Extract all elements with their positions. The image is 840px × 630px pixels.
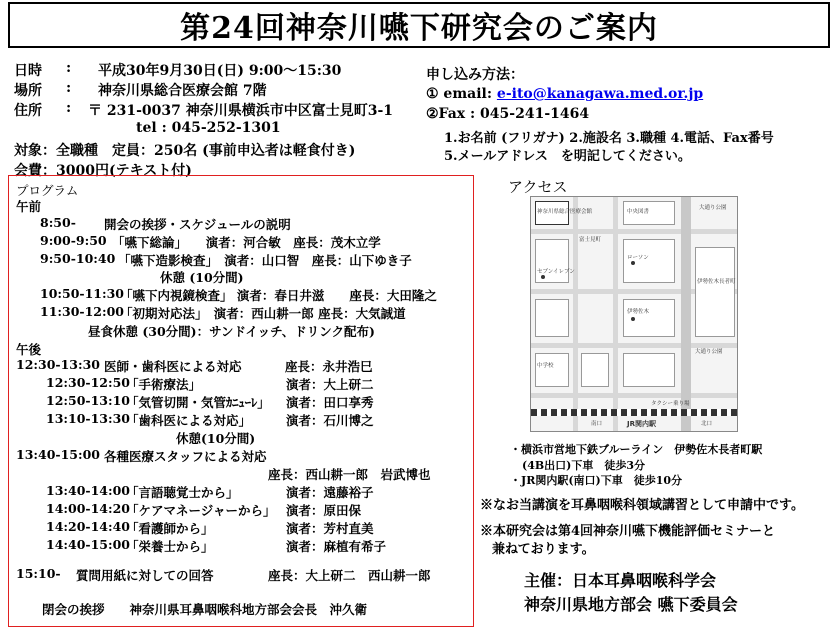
map-dot <box>541 275 545 279</box>
apply-fax: ②Fax : 045-241-1464 <box>426 106 590 122</box>
am-text-2: 「嚥下造影検査」 演者：山口智 座長：山下ゆき子 <box>118 253 412 268</box>
map-label-seven: セブンイレブン <box>537 269 575 275</box>
am-text-0: 開会の挨拶・スケジュールの説明 <box>104 217 291 232</box>
pm2-speaker-0: 演者：遠藤裕子 <box>286 485 374 500</box>
map-dot <box>631 317 635 321</box>
pm-block1-time: 12:30-13:30 <box>16 357 100 372</box>
map-block <box>535 299 569 337</box>
map-road <box>531 229 738 234</box>
pm-label: 午後 <box>16 342 42 357</box>
map-label-oodoori: 大通り公園 <box>695 349 723 355</box>
qa-time: 15:10- <box>16 566 61 581</box>
map-block <box>623 353 675 387</box>
map-road <box>573 197 578 432</box>
map-label-lawson: ローソン <box>627 255 649 261</box>
am-text-6: 昼食休憩 (30分間)：サンドイッチ、ドリンク配布) <box>88 324 375 339</box>
access-map <box>530 196 738 432</box>
fee-value: 会費：3000円(テキスト付) <box>14 163 192 179</box>
closing: 閉会の挨拶 神奈川県耳鼻咽喉科地方部会会長 沖久衛 <box>42 602 368 617</box>
place-value: 神奈川県総合医療会館 7階 <box>98 83 267 99</box>
title-box <box>8 2 830 48</box>
pm1-title-1: 「気管切開・気管ｶﾆｭｰﾚ」 <box>126 395 270 410</box>
am-text-5: 「初期対応法」 演者：西山耕一郎 座長：大気誠道 <box>120 306 406 321</box>
am-time-4: 10:50-11:30 <box>40 286 124 301</box>
map-label-north: 北口 <box>701 421 713 427</box>
target-value: 対象：全職種 定員：250名 (事前申込者は軽食付き) <box>14 143 356 159</box>
sponsor-line1: 主催：日本耳鼻咽喉科学会 <box>524 571 717 590</box>
address-colon: : <box>66 100 72 116</box>
date-value: 平成30年9月30日(日) 9:00～15:30 <box>98 63 342 79</box>
map-dot <box>631 261 635 265</box>
pm2-speaker-2: 演者：芳村直美 <box>286 521 374 536</box>
map-label-school: 中学校 <box>537 363 554 369</box>
note-2a: ※本研究会は第4回神奈川嚥下機能評価セミナーと <box>480 524 776 539</box>
map-label-south: 南口 <box>591 421 603 427</box>
apply-items: 1.お名前 (フリガナ) 2.施設名 3.職種 4.電話、Fax番号 <box>444 131 774 146</box>
qa-chair: 座長：大上研二 西山耕一郎 <box>268 568 431 583</box>
pm2-speaker-3: 演者：麻植有希子 <box>286 539 387 554</box>
access-heading: アクセス <box>508 178 568 196</box>
tel-value: tel : 045-252-1301 <box>136 120 281 136</box>
pm-block1-chair: 座長：永井浩巳 <box>285 359 373 374</box>
note-2b: 兼ねております。 <box>492 542 595 557</box>
map-label-isezaki: 伊勢佐木長者町 <box>697 279 736 285</box>
map-block <box>581 353 609 387</box>
pm2-title-0: 「言語聴覚士から」 <box>126 485 239 500</box>
pm2-time-3: 14:40-15:00 <box>46 537 130 552</box>
map-label-taxi: タクシー乗り場 <box>651 401 690 407</box>
date-colon: : <box>66 60 72 76</box>
qa-title: 質問用紙に対しての回答 <box>76 568 214 583</box>
map-road <box>531 393 738 398</box>
map-label-library: 中央図書 <box>627 209 650 215</box>
map-label-ise: 伊勢佐木 <box>627 309 650 315</box>
page-title: 第24回神奈川嚥下研究会のご案内 <box>180 11 658 46</box>
pm-block2-chair: 座長：西山耕一郎 岩武博也 <box>268 467 431 482</box>
am-label: 午前 <box>16 199 42 214</box>
am-time-5: 11:30-12:00 <box>40 304 124 319</box>
pm1-speaker-2: 演者：石川博之 <box>286 413 374 428</box>
apply-email-prefix: ① email: <box>426 86 497 102</box>
map-road <box>681 197 691 432</box>
email-link[interactable]: e-ito@kanagawa.med.or.jp <box>496 86 704 102</box>
map-label-station: JR関内駅 <box>627 420 656 428</box>
access-line3: ・JR関内駅(南口)下車 徒歩10分 <box>510 474 683 487</box>
note-1: ※なお当講演を耳鼻咽喉科領域講習として申請中です。 <box>480 498 804 513</box>
map-road <box>613 197 618 432</box>
pm1-time-2: 13:10-13:30 <box>46 411 130 426</box>
pm-block2-title: 各種医療スタッフによる対応 <box>104 449 267 464</box>
apply-items2: 5.メールアドレス を明記してください。 <box>444 149 691 164</box>
map-block <box>695 247 735 337</box>
map-label-hall: 神奈川県総合医療会館 <box>537 209 593 215</box>
pm1-time-0: 12:30-12:50 <box>46 375 130 390</box>
am-text-1: 「嚥下総論」 演者：河合敏 座長：茂木立学 <box>112 235 381 250</box>
pm1-time-1: 12:50-13:10 <box>46 393 130 408</box>
am-text-4: 「嚥下内視鏡検査」 演者：春日井滋 座長：大田隆之 <box>120 288 437 303</box>
pm1-speaker-0: 演者：大上研二 <box>286 377 374 392</box>
pm1-speaker-1: 演者：田口享秀 <box>286 395 374 410</box>
pm1-title-2: 「歯科医による対応」 <box>126 413 252 428</box>
pm2-time-2: 14:20-14:40 <box>46 519 130 534</box>
am-time-1: 9:00-9:50 <box>40 233 107 248</box>
map-label-fuji: 富士見町 <box>579 237 602 243</box>
apply-email-line <box>426 86 703 102</box>
pm2-title-1: 「ケアマネージャーから」 <box>126 503 276 518</box>
pm2-title-3: 「栄養士から」 <box>126 539 214 554</box>
pm2-time-1: 14:00-14:20 <box>46 501 130 516</box>
pm-break: 休憩(10分間) <box>176 431 256 446</box>
access-line2: (4B出口)下車 徒歩3分 <box>522 459 646 472</box>
apply-heading: 申し込み方法： <box>426 67 524 83</box>
pm2-title-2: 「看護師から」 <box>126 521 214 536</box>
access-line1: ・横浜市営地下鉄ブルーライン 伊勢佐木長者町駅 <box>510 443 763 456</box>
place-label: 場所 <box>14 83 42 99</box>
pm2-speaker-1: 演者：原田保 <box>286 503 362 518</box>
pm2-time-0: 13:40-14:00 <box>46 483 130 498</box>
map-label-park: 大通り公園 <box>699 205 727 211</box>
program-heading: プログラム <box>16 183 79 198</box>
date-label: 日時 <box>14 63 42 79</box>
map-railway <box>531 409 738 416</box>
map-block <box>535 353 569 387</box>
address-value: 〒 231-0037 神奈川県横浜市中区富士見町3-1 <box>88 103 394 119</box>
am-time-0: 8:50- <box>40 215 76 230</box>
pm1-title-0: 「手術療法」 <box>126 377 202 392</box>
pm-block1-title: 医師・歯科医による対応 <box>104 359 242 374</box>
pm-block2-time: 13:40-15:00 <box>16 447 100 462</box>
am-text-3: 休憩 (10分間) <box>160 270 244 285</box>
address-label: 住所 <box>14 103 42 119</box>
place-colon: : <box>66 80 72 96</box>
am-time-2: 9:50-10:40 <box>40 251 116 266</box>
sponsor-line2: 神奈川県地方部会 嚥下委員会 <box>524 595 738 614</box>
